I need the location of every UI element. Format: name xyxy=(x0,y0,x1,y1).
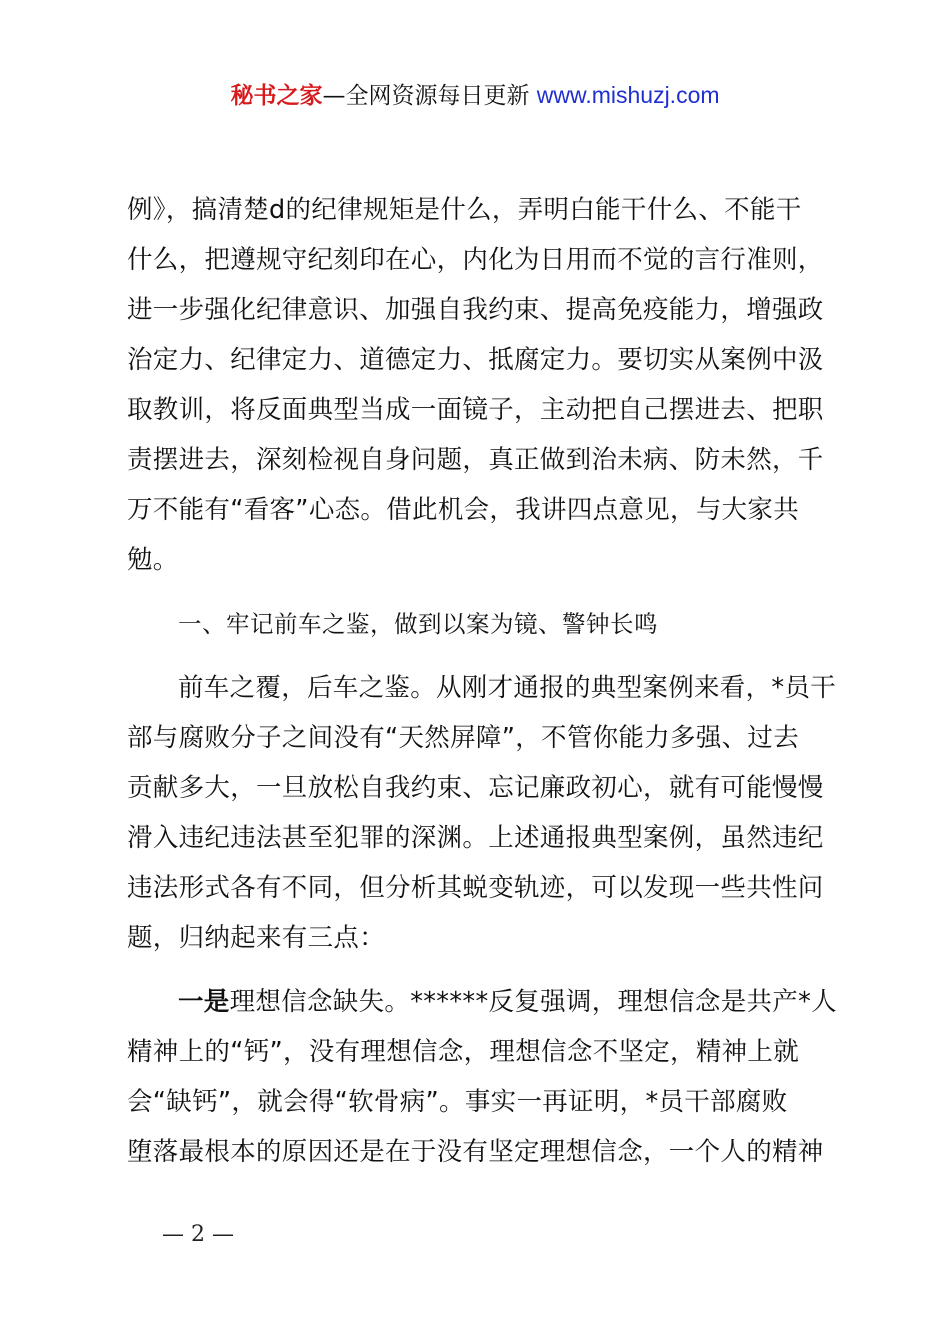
document-body xyxy=(127,185,837,1177)
point-one-paragraph xyxy=(127,977,837,1177)
text-line: 什么，把遵规守纪刻印在心，内化为日用而不觉的言行准则， xyxy=(127,245,824,275)
text-line: 取教训，将反面典型当成一面镜子，主动把自己摆进去、把职 xyxy=(127,395,824,425)
text-line xyxy=(127,977,837,1027)
site-header xyxy=(0,78,950,113)
section-heading xyxy=(127,599,837,649)
case-paragraph xyxy=(127,663,837,963)
text-line: 会“缺钙”，就会得“软骨病”。事实一再证明，*员干部腐败 xyxy=(127,1087,788,1117)
page-number: — 2 — xyxy=(162,1222,234,1247)
text-line: 部与腐败分子之间没有“天然屏障”，不管你能力多强、过去 xyxy=(127,723,800,753)
text-line: 滑入违纪违法甚至犯罪的深渊。上述通报典型案例，虽然违纪 xyxy=(127,823,824,853)
point-text: 理想信念缺失。******反复强调，理想信念是共产*人 xyxy=(229,987,837,1017)
brand-name: 秘书之家 xyxy=(230,83,323,109)
text-line: 违法形式各有不同，但分析其蜕变轨迹，可以发现一些共性问 xyxy=(127,873,824,903)
text-line: 治定力、纪律定力、道德定力、抵腐定力。要切实从案例中汲 xyxy=(127,345,824,375)
text-line: 前车之覆，后车之鉴。从刚才通报的典型案例来看，*员干 xyxy=(178,673,837,703)
text-line: 题，归纳起来有三点： xyxy=(127,923,386,953)
text-line: 堕落最根本的原因还是在于没有坚定理想信念，一个人的精神 xyxy=(127,1137,824,1167)
text-line: 贡献多大，一旦放松自我约束、忘记廉政初心，就有可能慢慢 xyxy=(127,773,824,803)
point-lead: 一是 xyxy=(178,987,230,1017)
header-tagline: —全网资源每日更新 xyxy=(322,83,530,109)
text-line: 精神上的“钙”，没有理想信念，理想信念不坚定，精神上就 xyxy=(127,1037,800,1067)
text-line: 例》，搞清楚d的纪律规矩是什么，弄明白能干什么、不能干 xyxy=(127,195,802,225)
section-heading-text: 一、牢记前车之鉴，做到以案为镜、警钟长鸣 xyxy=(178,610,658,638)
text-line: 万不能有“看客”心态。借此机会，我讲四点意见，与大家共 xyxy=(127,495,800,525)
text-line: 进一步强化纪律意识、加强自我约束、提高免疫能力，增强政 xyxy=(127,295,824,325)
intro-paragraph xyxy=(127,185,837,585)
site-url-link[interactable]: www.mishuzj.com xyxy=(536,82,720,108)
text-line: 责摆进去，深刻检视自身问题，真正做到治未病、防未然，千 xyxy=(127,445,824,475)
text-line: 勉。 xyxy=(127,545,179,575)
